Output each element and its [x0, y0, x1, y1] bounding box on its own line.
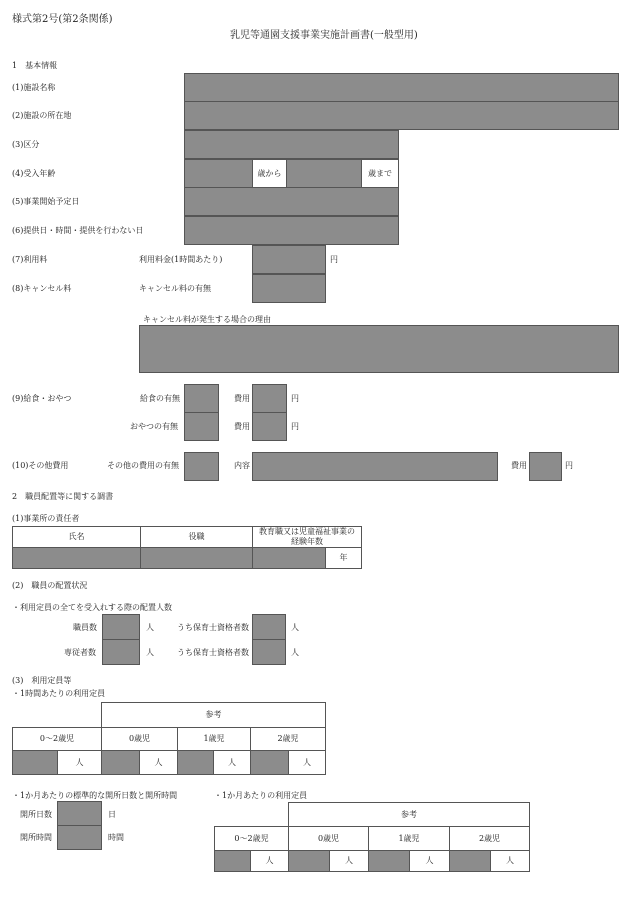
monthly-age2-field[interactable] — [449, 850, 491, 872]
manager-name-field[interactable] — [12, 547, 141, 569]
page-title: 乳児等通園支援事業実施計画書(一般型用) — [230, 30, 418, 41]
monthly-age-all-header: 0～2歳児 — [214, 826, 289, 851]
hourly-age1-header: 1歳児 — [177, 727, 251, 751]
cancel-fee-presence-label: キャンセル料の有無 — [139, 284, 211, 293]
age-from-field[interactable] — [184, 159, 253, 188]
service-days-field[interactable] — [184, 216, 399, 245]
cancel-reason-field[interactable] — [139, 325, 619, 373]
cancel-fee-presence-field[interactable] — [252, 274, 326, 303]
other-content-field[interactable] — [252, 452, 498, 481]
age-to-unit: 歳まで — [361, 159, 399, 188]
open-hours-label: 開所時間 — [20, 833, 52, 842]
fulltime-field[interactable] — [102, 639, 140, 665]
age-from-unit: 歳から — [252, 159, 287, 188]
other-cost-amount-field[interactable] — [529, 452, 562, 481]
col-experience-header: 教育職又は児童福祉事業の経験年数 — [252, 526, 362, 548]
hourly-age0-header: 0歳児 — [101, 727, 178, 751]
hourly-age2-field[interactable] — [250, 750, 289, 775]
other-cost-presence-field[interactable] — [184, 452, 219, 481]
hourly-age0-field[interactable] — [101, 750, 140, 775]
year-unit: 年 — [325, 547, 362, 569]
staff-count-field[interactable] — [102, 614, 140, 640]
hourly-all-unit: 人 — [57, 750, 102, 775]
start-date-field[interactable] — [184, 187, 399, 216]
manager-role-field[interactable] — [140, 547, 253, 569]
monthly-ref-header: 参考 — [288, 802, 530, 827]
hourly-capacity-label: ・1時間あたりの利用定員 — [12, 689, 106, 698]
section1-heading: 1 基本情報 — [12, 61, 58, 70]
age-range-label: (4)受入年齢 — [12, 169, 56, 178]
open-days-unit: 日 — [108, 810, 116, 819]
snack-yen-unit: 円 — [291, 422, 299, 431]
col-role-header: 役職 — [140, 526, 253, 548]
monthly-age0-header: 0歳児 — [288, 826, 369, 851]
monthly-age1-unit: 人 — [409, 850, 450, 872]
start-date-label: (5)事業開始予定日 — [12, 197, 80, 206]
section2-heading: 2 職員配置等に関する調書 — [12, 492, 114, 501]
snack-presence-field[interactable] — [184, 412, 219, 441]
cancel-reason-label: キャンセル料が発生する場合の理由 — [143, 315, 271, 324]
category-field[interactable] — [184, 130, 399, 159]
manager-experience-field[interactable] — [252, 547, 326, 569]
hourly-fee-label: 利用料金(1時間あたり) — [139, 255, 223, 264]
meal-presence-field[interactable] — [184, 384, 219, 413]
monthly-age1-header: 1歳児 — [368, 826, 450, 851]
other-cost-amount-label: 費用 — [511, 461, 527, 470]
open-days-label: 開所日数 — [20, 810, 52, 819]
staff-nursery-label: うち保育士資格者数 — [177, 623, 249, 632]
fulltime-nursery-label: うち保育士資格者数 — [177, 648, 249, 657]
staff-heading: (2) 職員の配置状況 — [12, 581, 88, 590]
monthly-open-label: ・1か月あたりの標準的な開所日数と開所時間 — [12, 791, 178, 800]
other-content-label: 内容 — [234, 461, 250, 470]
other-yen-unit: 円 — [565, 461, 573, 470]
fulltime-nursery-unit: 人 — [291, 648, 299, 657]
meal-yen-unit: 円 — [291, 394, 299, 403]
snack-presence-label: おやつの有無 — [130, 422, 178, 431]
hourly-fee-field[interactable] — [252, 245, 326, 274]
fulltime-unit: 人 — [146, 648, 154, 657]
capacity-heading: (3) 利用定員等 — [12, 676, 72, 685]
monthly-age0-field[interactable] — [288, 850, 330, 872]
fulltime-nursery-field[interactable] — [252, 639, 286, 665]
other-cost-presence-label: その他の費用の有無 — [107, 461, 179, 470]
meal-cost-label: 費用 — [234, 394, 250, 403]
hourly-age1-field[interactable] — [177, 750, 214, 775]
facility-address-label: (2)施設の所在地 — [12, 111, 72, 120]
facility-name-field[interactable] — [184, 73, 619, 102]
hourly-age-all-header: 0～2歳児 — [12, 727, 102, 751]
facility-name-label: (1)施設名称 — [12, 83, 56, 92]
staff-count-unit: 人 — [146, 623, 154, 632]
staff-nursery-field[interactable] — [252, 614, 286, 640]
form-number: 様式第2号(第2条関係) — [12, 14, 113, 25]
monthly-all-unit: 人 — [250, 850, 289, 872]
service-days-label: (6)提供日・時間・提供を行わない日 — [12, 226, 144, 235]
category-label: (3)区分 — [12, 140, 40, 149]
meal-snack-label: (9)給食・おやつ — [12, 394, 72, 403]
manager-heading: (1)事業所の責任者 — [12, 514, 80, 523]
hourly-age1-unit: 人 — [213, 750, 251, 775]
cancel-fee-label: (8)キャンセル料 — [12, 284, 72, 293]
hourly-age0-unit: 人 — [139, 750, 178, 775]
staff-note: ・利用定員の全てを受入れする際の配置人数 — [12, 603, 172, 612]
yen-unit: 円 — [330, 255, 338, 264]
monthly-all-field[interactable] — [214, 850, 251, 872]
staff-nursery-unit: 人 — [291, 623, 299, 632]
hourly-age2-header: 2歳児 — [250, 727, 326, 751]
hourly-age2-unit: 人 — [288, 750, 326, 775]
monthly-age1-field[interactable] — [368, 850, 410, 872]
meal-presence-label: 給食の有無 — [140, 394, 180, 403]
other-cost-label: (10)その他費用 — [12, 461, 69, 470]
col-name-header: 氏名 — [12, 526, 141, 548]
monthly-age2-unit: 人 — [490, 850, 530, 872]
hourly-ref-header: 参考 — [101, 702, 326, 728]
monthly-age0-unit: 人 — [329, 850, 369, 872]
snack-cost-field[interactable] — [252, 412, 287, 441]
open-hours-field[interactable] — [57, 825, 102, 850]
age-to-field[interactable] — [286, 159, 362, 188]
hourly-all-field[interactable] — [12, 750, 58, 775]
open-hours-unit: 時間 — [108, 833, 124, 842]
open-days-field[interactable] — [57, 801, 102, 827]
fulltime-label: 専従者数 — [64, 648, 96, 657]
monthly-age2-header: 2歳児 — [449, 826, 530, 851]
fee-label: (7)利用料 — [12, 255, 48, 264]
snack-cost-label: 費用 — [234, 422, 250, 431]
meal-cost-field[interactable] — [252, 384, 287, 413]
monthly-capacity-label: ・1か月あたりの利用定員 — [214, 791, 308, 800]
staff-count-label: 職員数 — [73, 623, 97, 632]
facility-address-field[interactable] — [184, 101, 619, 130]
